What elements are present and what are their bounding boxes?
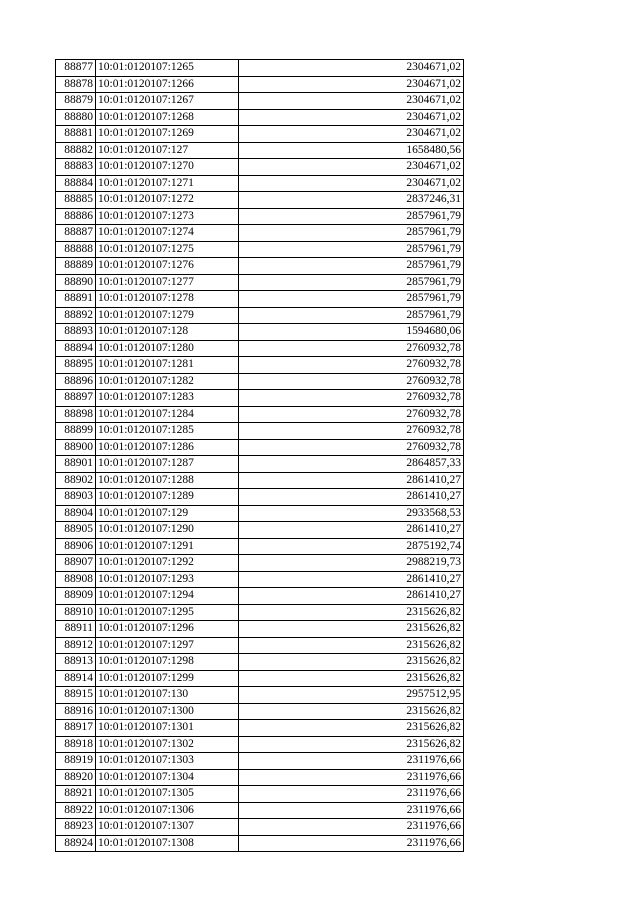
table-row (56, 109, 464, 126)
table-row (56, 274, 464, 291)
value-cell: 2315626,82 (239, 654, 464, 671)
value-cell: 2311976,66 (239, 819, 464, 836)
table-row (56, 703, 464, 720)
row-number-cell: 88881 (56, 126, 96, 143)
table-row (56, 588, 464, 605)
table-row (56, 654, 464, 671)
cadastral-code-cell: 10:01:0120107:1303 (96, 753, 239, 770)
table-row (56, 472, 464, 489)
table-row (56, 753, 464, 770)
table-row (56, 93, 464, 110)
table-row (56, 720, 464, 737)
cadastral-code-cell: 10:01:0120107:1269 (96, 126, 239, 143)
row-number-cell: 88912 (56, 637, 96, 654)
value-cell: 2304671,02 (239, 159, 464, 176)
value-cell: 2304671,02 (239, 109, 464, 126)
table-row (56, 687, 464, 704)
table-row (56, 340, 464, 357)
cadastral-code-cell: 10:01:0120107:1308 (96, 835, 239, 852)
row-number-cell: 88911 (56, 621, 96, 638)
table-row (56, 522, 464, 539)
cadastral-code-cell: 10:01:0120107:1281 (96, 357, 239, 374)
row-number-cell: 88883 (56, 159, 96, 176)
row-number-cell: 88923 (56, 819, 96, 836)
cadastral-code-cell: 10:01:0120107:1267 (96, 93, 239, 110)
row-number-cell: 88902 (56, 472, 96, 489)
table-row (56, 60, 464, 77)
table-row (56, 670, 464, 687)
value-cell: 2857961,79 (239, 258, 464, 275)
value-cell: 2864857,33 (239, 456, 464, 473)
value-cell: 2861410,27 (239, 489, 464, 506)
row-number-cell: 88916 (56, 703, 96, 720)
table-row (56, 769, 464, 786)
cadastral-code-cell: 10:01:0120107:130 (96, 687, 239, 704)
row-number-cell: 88891 (56, 291, 96, 308)
cadastral-code-cell: 10:01:0120107:1275 (96, 241, 239, 258)
row-number-cell: 88918 (56, 736, 96, 753)
table-row (56, 175, 464, 192)
cadastral-code-cell: 10:01:0120107:1283 (96, 390, 239, 407)
value-cell: 2760932,78 (239, 340, 464, 357)
cadastral-code-cell: 10:01:0120107:1306 (96, 802, 239, 819)
value-cell: 2933568,53 (239, 505, 464, 522)
table-row (56, 373, 464, 390)
value-cell: 2315626,82 (239, 720, 464, 737)
table-row (56, 423, 464, 440)
table-row (56, 291, 464, 308)
value-cell: 2304671,02 (239, 126, 464, 143)
value-cell: 2861410,27 (239, 522, 464, 539)
cadastral-code-cell: 10:01:0120107:1279 (96, 307, 239, 324)
value-cell: 2988219,73 (239, 555, 464, 572)
row-number-cell: 88914 (56, 670, 96, 687)
table-row (56, 390, 464, 407)
row-number-cell: 88879 (56, 93, 96, 110)
row-number-cell: 88884 (56, 175, 96, 192)
value-cell: 2857961,79 (239, 241, 464, 258)
cadastral-code-cell: 10:01:0120107:127 (96, 142, 239, 159)
table-row (56, 489, 464, 506)
cadastral-code-cell: 10:01:0120107:1282 (96, 373, 239, 390)
cadastral-code-cell: 10:01:0120107:1289 (96, 489, 239, 506)
value-cell: 2315626,82 (239, 621, 464, 638)
value-cell: 2311976,66 (239, 753, 464, 770)
cadastral-code-cell: 10:01:0120107:1277 (96, 274, 239, 291)
table-row (56, 208, 464, 225)
row-number-cell: 88890 (56, 274, 96, 291)
row-number-cell: 88898 (56, 406, 96, 423)
value-cell: 2304671,02 (239, 76, 464, 93)
table-row (56, 225, 464, 242)
value-cell: 2304671,02 (239, 60, 464, 77)
value-cell: 2315626,82 (239, 670, 464, 687)
table-row (56, 637, 464, 654)
table-row (56, 571, 464, 588)
row-number-cell: 88877 (56, 60, 96, 77)
table-row (56, 192, 464, 209)
row-number-cell: 88885 (56, 192, 96, 209)
cadastral-code-cell: 10:01:0120107:1266 (96, 76, 239, 93)
row-number-cell: 88886 (56, 208, 96, 225)
cadastral-code-cell: 10:01:0120107:1268 (96, 109, 239, 126)
table-row (56, 258, 464, 275)
value-cell: 2311976,66 (239, 802, 464, 819)
row-number-cell: 88908 (56, 571, 96, 588)
cadastral-code-cell: 10:01:0120107:1299 (96, 670, 239, 687)
table-row (56, 505, 464, 522)
table-row (56, 324, 464, 341)
table-row (56, 357, 464, 374)
table-row (56, 802, 464, 819)
cadastral-code-cell: 10:01:0120107:1296 (96, 621, 239, 638)
cadastral-code-cell: 10:01:0120107:1286 (96, 439, 239, 456)
value-cell: 2760932,78 (239, 423, 464, 440)
cadastral-code-cell: 10:01:0120107:1284 (96, 406, 239, 423)
value-cell: 2857961,79 (239, 307, 464, 324)
value-cell: 2861410,27 (239, 472, 464, 489)
value-cell: 2311976,66 (239, 786, 464, 803)
table-row (56, 439, 464, 456)
cadastral-code-cell: 10:01:0120107:1307 (96, 819, 239, 836)
cadastral-code-cell: 10:01:0120107:1302 (96, 736, 239, 753)
cadastral-code-cell: 10:01:0120107:1291 (96, 538, 239, 555)
value-cell: 1594680,06 (239, 324, 464, 341)
table-row (56, 835, 464, 852)
row-number-cell: 88893 (56, 324, 96, 341)
table-row (56, 786, 464, 803)
value-cell: 1658480,56 (239, 142, 464, 159)
table-row (56, 76, 464, 93)
value-cell: 2957512,95 (239, 687, 464, 704)
table-row (56, 555, 464, 572)
value-cell: 2857961,79 (239, 274, 464, 291)
value-cell: 2837246,31 (239, 192, 464, 209)
row-number-cell: 88901 (56, 456, 96, 473)
row-number-cell: 88907 (56, 555, 96, 572)
value-cell: 2304671,02 (239, 93, 464, 110)
row-number-cell: 88922 (56, 802, 96, 819)
value-cell: 2304671,02 (239, 175, 464, 192)
value-cell: 2760932,78 (239, 357, 464, 374)
cadastral-code-cell: 10:01:0120107:1292 (96, 555, 239, 572)
cadastral-code-cell: 10:01:0120107:129 (96, 505, 239, 522)
row-number-cell: 88903 (56, 489, 96, 506)
cadastral-code-cell: 10:01:0120107:1294 (96, 588, 239, 605)
cadastral-code-cell: 10:01:0120107:1287 (96, 456, 239, 473)
value-cell: 2315626,82 (239, 637, 464, 654)
cadastral-code-cell: 10:01:0120107:1270 (96, 159, 239, 176)
row-number-cell: 88882 (56, 142, 96, 159)
row-number-cell: 88924 (56, 835, 96, 852)
row-number-cell: 88888 (56, 241, 96, 258)
value-cell: 2760932,78 (239, 439, 464, 456)
table-row (56, 406, 464, 423)
value-cell: 2760932,78 (239, 390, 464, 407)
value-cell: 2760932,78 (239, 373, 464, 390)
row-number-cell: 88880 (56, 109, 96, 126)
cadastral-code-cell: 10:01:0120107:1304 (96, 769, 239, 786)
value-cell: 2315626,82 (239, 604, 464, 621)
row-number-cell: 88904 (56, 505, 96, 522)
row-number-cell: 88900 (56, 439, 96, 456)
row-number-cell: 88894 (56, 340, 96, 357)
table-body (56, 60, 464, 852)
cadastral-code-cell: 10:01:0120107:1280 (96, 340, 239, 357)
cadastral-code-cell: 10:01:0120107:1297 (96, 637, 239, 654)
table-row (56, 142, 464, 159)
table-row (56, 241, 464, 258)
row-number-cell: 88910 (56, 604, 96, 621)
cadastral-code-cell: 10:01:0120107:1276 (96, 258, 239, 275)
table-row (56, 819, 464, 836)
value-cell: 2861410,27 (239, 588, 464, 605)
row-number-cell: 88887 (56, 225, 96, 242)
cadastral-code-cell: 10:01:0120107:1288 (96, 472, 239, 489)
cadastral-code-cell: 10:01:0120107:1290 (96, 522, 239, 539)
value-cell: 2857961,79 (239, 291, 464, 308)
row-number-cell: 88892 (56, 307, 96, 324)
cadastral-code-cell: 10:01:0120107:1293 (96, 571, 239, 588)
row-number-cell: 88897 (56, 390, 96, 407)
row-number-cell: 88909 (56, 588, 96, 605)
cadastral-code-cell: 10:01:0120107:128 (96, 324, 239, 341)
table-row (56, 538, 464, 555)
row-number-cell: 88878 (56, 76, 96, 93)
value-cell: 2315626,82 (239, 703, 464, 720)
value-cell: 2857961,79 (239, 225, 464, 242)
value-cell: 2311976,66 (239, 769, 464, 786)
row-number-cell: 88915 (56, 687, 96, 704)
data-table (55, 59, 464, 852)
value-cell: 2311976,66 (239, 835, 464, 852)
table-row (56, 126, 464, 143)
table-row (56, 159, 464, 176)
row-number-cell: 88913 (56, 654, 96, 671)
table-row (56, 604, 464, 621)
cadastral-code-cell: 10:01:0120107:1298 (96, 654, 239, 671)
value-cell: 2315626,82 (239, 736, 464, 753)
cadastral-code-cell: 10:01:0120107:1265 (96, 60, 239, 77)
table-row (56, 621, 464, 638)
row-number-cell: 88899 (56, 423, 96, 440)
table-row (56, 307, 464, 324)
cadastral-code-cell: 10:01:0120107:1274 (96, 225, 239, 242)
cadastral-code-cell: 10:01:0120107:1273 (96, 208, 239, 225)
row-number-cell: 88920 (56, 769, 96, 786)
row-number-cell: 88889 (56, 258, 96, 275)
cadastral-code-cell: 10:01:0120107:1278 (96, 291, 239, 308)
cadastral-code-cell: 10:01:0120107:1272 (96, 192, 239, 209)
cadastral-code-cell: 10:01:0120107:1295 (96, 604, 239, 621)
row-number-cell: 88895 (56, 357, 96, 374)
cadastral-code-cell: 10:01:0120107:1301 (96, 720, 239, 737)
row-number-cell: 88906 (56, 538, 96, 555)
cadastral-code-cell: 10:01:0120107:1300 (96, 703, 239, 720)
cadastral-code-cell: 10:01:0120107:1271 (96, 175, 239, 192)
row-number-cell: 88917 (56, 720, 96, 737)
table-row (56, 736, 464, 753)
cadastral-code-cell: 10:01:0120107:1285 (96, 423, 239, 440)
table-row (56, 456, 464, 473)
value-cell: 2875192,74 (239, 538, 464, 555)
value-cell: 2857961,79 (239, 208, 464, 225)
row-number-cell: 88896 (56, 373, 96, 390)
value-cell: 2861410,27 (239, 571, 464, 588)
row-number-cell: 88919 (56, 753, 96, 770)
row-number-cell: 88921 (56, 786, 96, 803)
value-cell: 2760932,78 (239, 406, 464, 423)
cadastral-code-cell: 10:01:0120107:1305 (96, 786, 239, 803)
row-number-cell: 88905 (56, 522, 96, 539)
